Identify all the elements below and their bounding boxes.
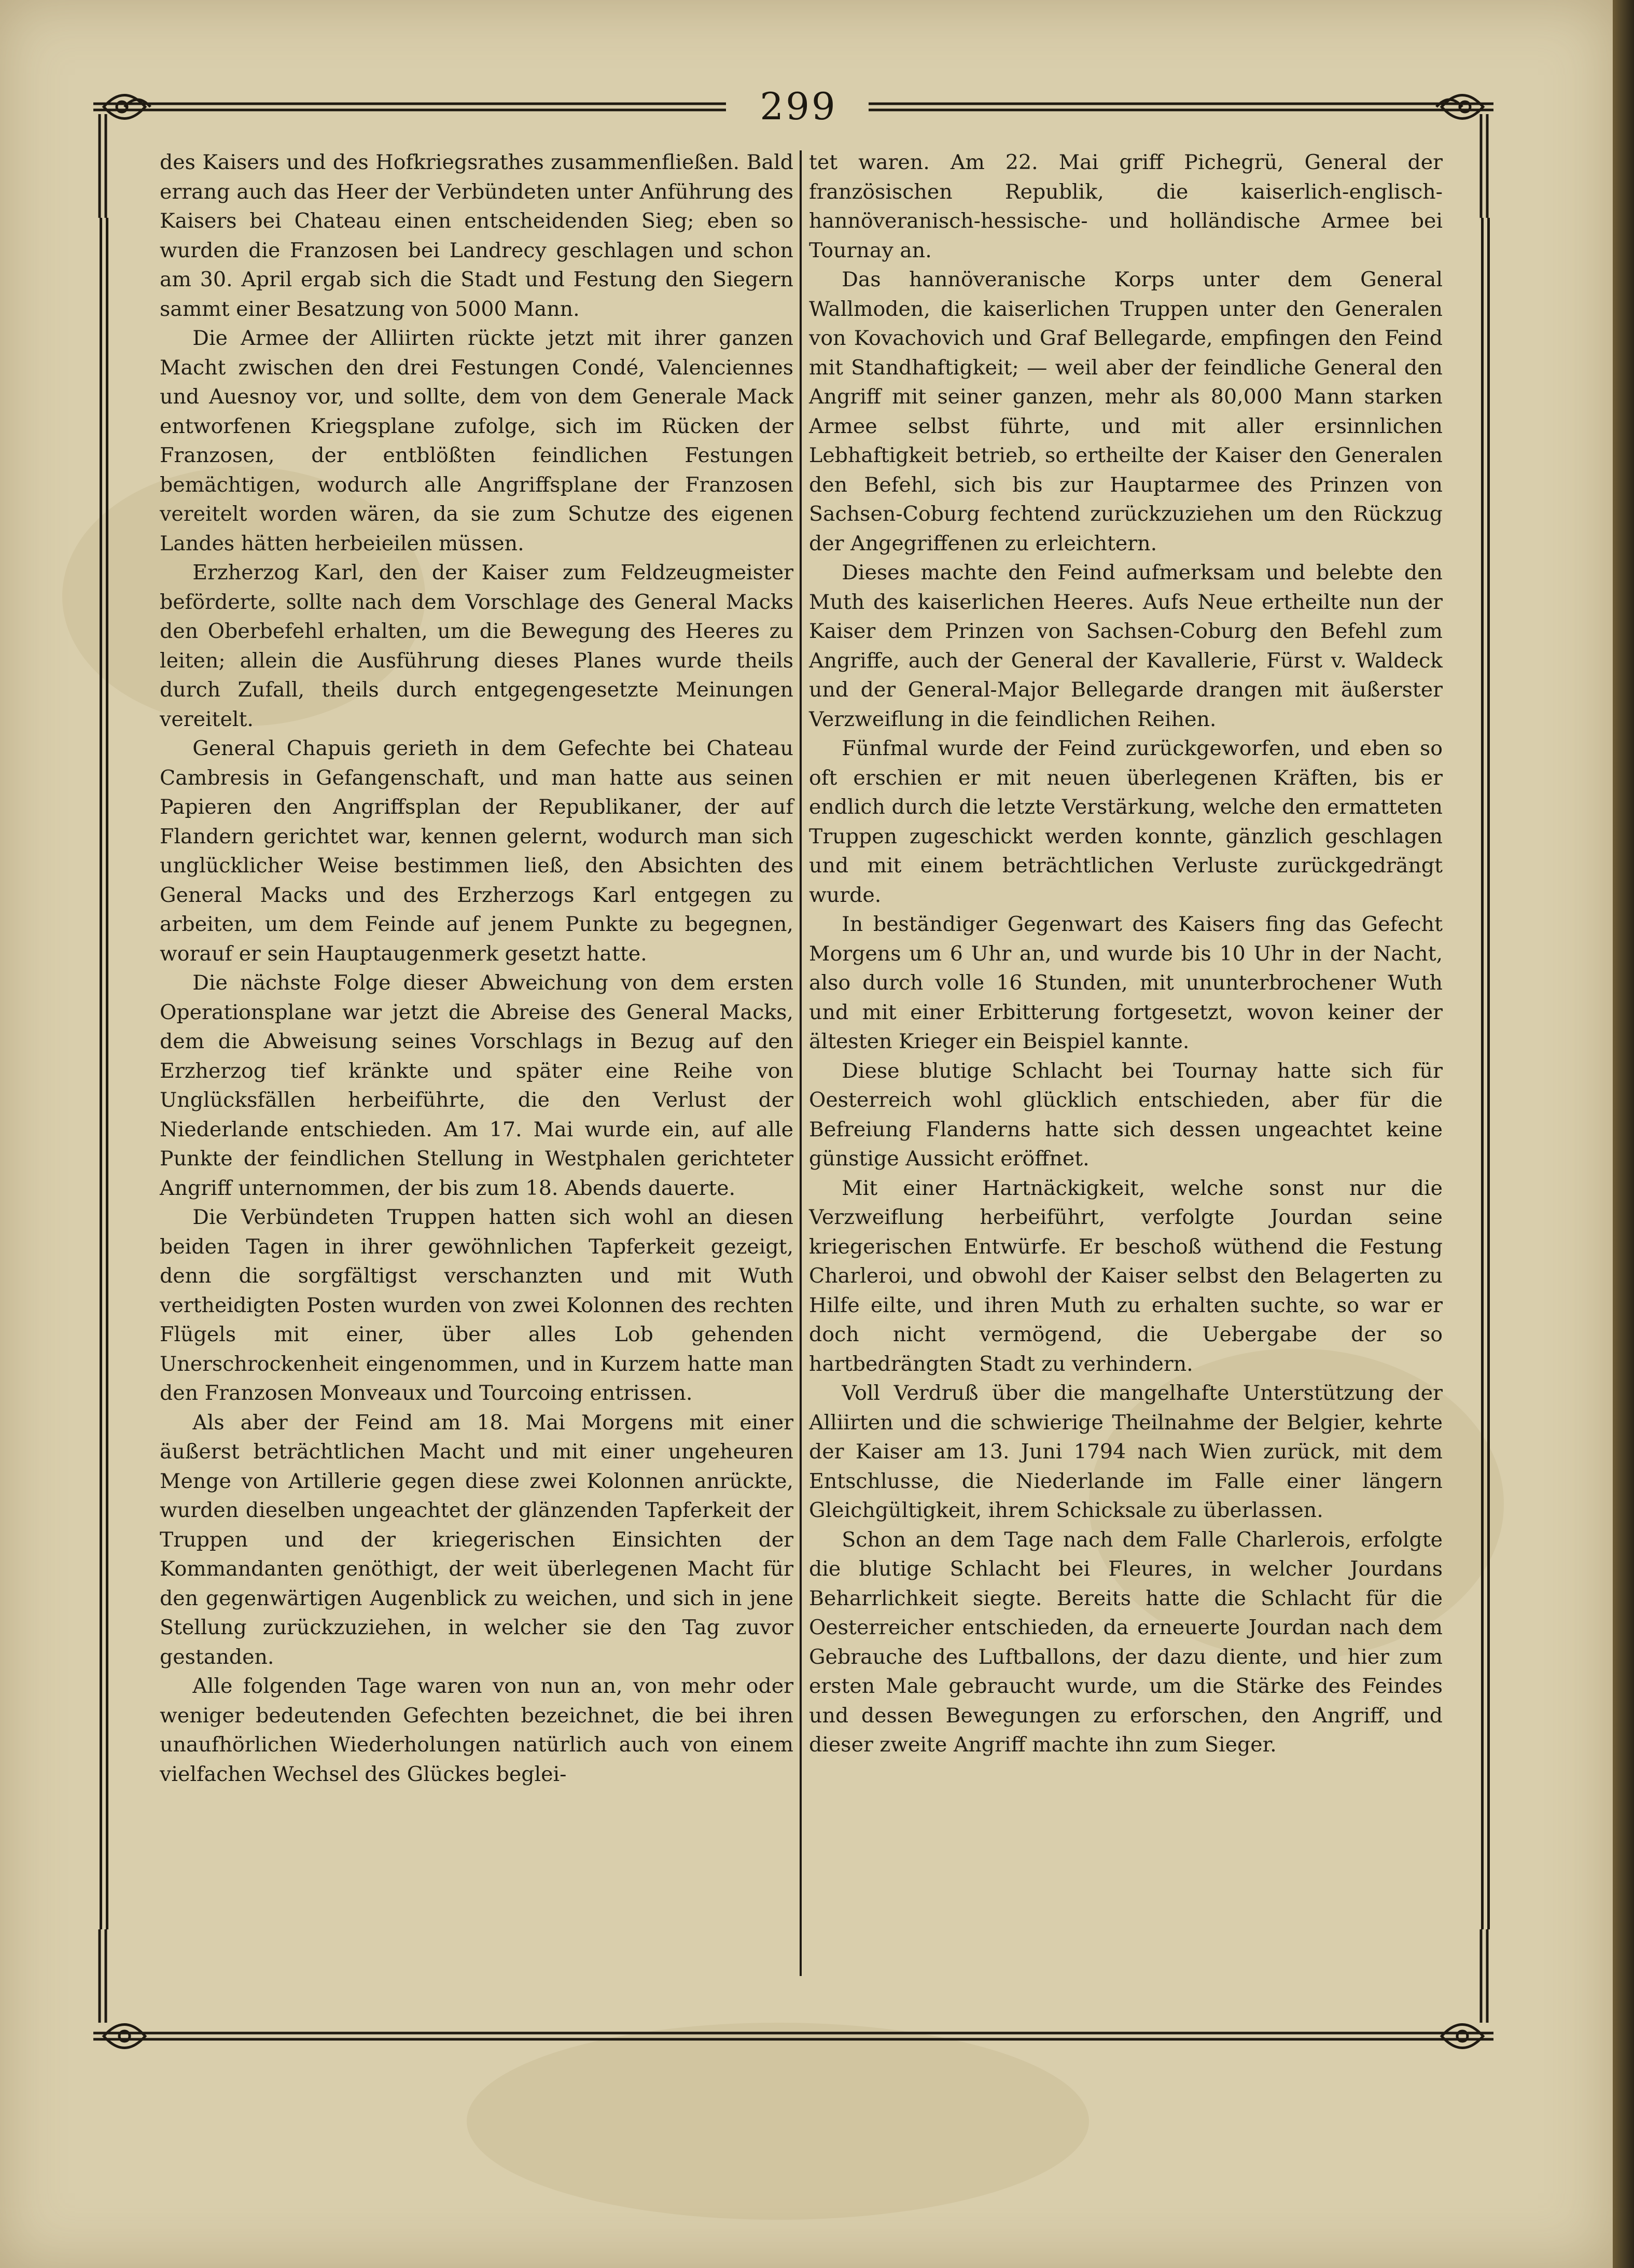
paragraph: Alle folgenden Tage waren von nun an, von mehr oder weniger bedeutenden Gefechten bezeichnet, die bei ihren unaufhörlichen Wiederholungen natürlich auch von einem vielfachen Wechsel des Glückes beglei- (160, 1674, 793, 1786)
left-border-line (100, 218, 102, 1929)
paragraph: Schon an dem Tage nach dem Falle Charlerois, erfolgte die blutige Schlacht bei Fleures, in welcher Jourdans Beharrlichkeit siegte. Bereits hatte die Schlacht für die Oesterreicher entschieden, da erneuerte Jourdan nach dem Gebrauche des Luftballons, der dazu diente, und hier zum ersten Male gebraucht wurde, um die Stärke des Feindes und dessen Bewegungen zu erforschen, den Angriff, und dieser zweite Angriff machte ihn zum Sieger. (809, 1527, 1443, 1757)
page-number: 299 (760, 85, 837, 128)
bottom-border-ornament (93, 1929, 1493, 2059)
paragraph: tet waren. Am 22. Mai griff Pichegrü, General der französischen Republik, die kaiserlich-englisch-hannöveranisch-hessische- und holländische Armee bei Tournay an. (809, 150, 1443, 262)
paragraph: Die Armee der Alliirten rückte jetzt mit ihrer ganzen Macht zwischen den drei Festungen Condé, Valenciennes und Auesnoy vor, und sollte, dem von dem Generale Mack entworfenen Kriegsplane zufolge, sich im Rücken der Franzosen, der entblößten feindlichen Festungen bemächtigen, wodurch alle Angriffsplane der Franzosen vereitelt worden wären, da sie zum Schutze des eigenen Landes hätten herbeieilen müssen. (160, 326, 793, 555)
column-divider (800, 150, 802, 1976)
right-border-line (1481, 218, 1484, 1929)
paragraph: Das hannöveranische Korps unter dem General Wallmoden, die kaiserlichen Truppen unter den Generalen von Kovachovich und Graf Bellegarde, empfingen den Feind mit Standhaftigkeit; — weil aber der feindliche General den Angriff mit seiner ganzen, mehr als 80,000 Mann starken Armee selbst führte, und mit aller ersinnlichen Lebhaftigkeit betrieb, so ertheilte der Kaiser den Generalen den Befehl, sich bis zur Hauptarmee des Prinzen von Sachsen-Coburg fechtend zurückzuziehen um den Rückzug der Angegriffenen zu erleichtern. (809, 268, 1443, 555)
right-column (809, 148, 1443, 1760)
paragraph: Erzherzog Karl, den der Kaiser zum Feldzeugmeister beförderte, sollte nach dem Vorschlage des General Macks den Oberbefehl erhalten, um die Bewegung des Heeres zu leiten; allein die Ausführung dieses Planes wurde theils durch Zufall, theils durch entgegengesetzte Meinungen vereitelt. (160, 561, 793, 731)
paragraph: Die Verbündeten Truppen hatten sich wohl an diesen beiden Tagen in ihrer gewöhnlichen Tapferkeit gezeigt, denn die sorgfältigst verschanzten und mit Wuth vertheidigten Posten wurden von zwei Kolonnen des rechten Flügels mit einer, über alles Lob gehenden Unerschrockenheit eingenommen, und in Kurzem hatte man den Franzosen Monveaux und Tourcoing entrissen. (160, 1205, 793, 1405)
paragraph: Dieses machte den Feind aufmerksam und belebte den Muth des kaiserlichen Heeres. Aufs Neue ertheilte nun der Kaiser dem Prinzen von Sachsen-Coburg den Befehl zum Angriffe, auch der General der Kavallerie, Fürst v. Waldeck und der General-Major Bellegarde drangen mit äußerster Verzweiflung in die feindlichen Reihen. (809, 561, 1443, 731)
page-edge-shadow (1613, 0, 1634, 2268)
paragraph: Mit einer Hartnäckigkeit, welche sonst nur die Verzweiflung herbeiführt, verfolgte Jourdan seine kriegerischen Entwürfe. Er beschoß wüthend die Festung Charleroi, und obwohl der Kaiser selbst den Belagerten zu Hilfe eilte, und ihren Muth zu erhalten suchte, so war er doch nicht vermögend, die Uebergabe der so hartbedrängten Stadt zu verhindern. (809, 1176, 1443, 1376)
paragraph: Als aber der Feind am 18. Mai Morgens mit einer äußerst beträchtlichen Macht und mit einer ungeheuren Menge von Artillerie gegen diese zwei Kolonnen anrückte, wurden dieselben ungeachtet der glänzenden Tapferkeit der Truppen und der kriegerischen Einsichten der Kommandanten genöthigt, der weit überlegenen Macht für den gegenwärtigen Augenblick zu weichen, und sich in jene Stellung zurückzuziehen, in welcher sie den Tag zuvor gestanden. (160, 1410, 793, 1669)
paragraph: des Kaisers und des Hofkriegsrathes zusammenfließen. Bald errang auch das Heer der Verbündeten unter Anführung des Kaisers bei Chateau einen entscheidenden Sieg; eben so wurden die Franzosen bei Landrecy geschlagen und schon am 30. April ergab sich die Stadt und Festung den Siegern sammt einer Besatzung von 5000 Mann. (160, 150, 793, 321)
right-border-line (1487, 218, 1490, 1929)
paragraph: In beständiger Gegenwart des Kaisers fing das Gefecht Morgens um 6 Uhr an, und wurde bis 10 Uhr in der Nacht, also durch volle 16 Stunden, mit ununterbrochener Wuth und mit einer Erbitterung fortgesetzt, wovon keiner der ältesten Krieger ein Beispiel kannte. (809, 912, 1443, 1053)
paragraph: Diese blutige Schlacht bei Tournay hatte sich für Oesterreich wohl glücklich entschieden, aber für die Befreiung Flanderns hatte sich dessen ungeachtet keine günstige Aussicht eröffnet. (809, 1059, 1443, 1171)
paragraph: General Chapuis gerieth in dem Gefechte bei Chateau Cambresis in Gefangenschaft, und man hatte aus seinen Papieren den Angriffsplan der Republikaner, der auf Flandern gerichtet war, kennen gelernt, wodurch man sich unglücklicher Weise bestimmen ließ, den Absichten des General Macks und des Erzherzogs Karl entgegen zu arbeiten, um dem Feinde auf jenem Punkte zu begegnen, worauf er sein Hauptaugenmerk gesetzt hatte. (160, 736, 793, 966)
paragraph: Die nächste Folge dieser Abweichung von dem ersten Operationsplane war jetzt die Abreise des General Macks, dem die Abweisung seines Vorschlags in Bezug auf den Erzherzog tief kränkte und später eine Reihe von Unglücksfällen herbeiführte, die den Verlust der Niederlande entschieden. Am 17. Mai wurde ein, auf alle Punkte der feindlichen Stellung in Westphalen gerichteter Angriff unternommen, der bis zum 18. Abends dauerte. (160, 971, 793, 1200)
paragraph: Voll Verdruß über die mangelhafte Unterstützung der Alliirten und die schwierige Theilnahme der Belgier, kehrte der Kaiser am 13. Juni 1794 nach Wien zurück, mit dem Entschlusse, die Niederlande im Falle einer längern Gleichgültigkeit, ihrem Schicksale zu überlassen. (809, 1381, 1443, 1522)
paragraph: Fünfmal wurde der Feind zurückgeworfen, und eben so oft erschien er mit neuen überlegenen Kräften, bis er endlich durch die letzte Verstärkung, welche den ermatteten Truppen zugeschickt werden konnte, gänzlich geschlagen und mit einem beträchtlichen Verluste zurückgedrängt wurde. (809, 736, 1443, 907)
left-column (160, 148, 793, 1789)
left-border-line (106, 218, 108, 1929)
